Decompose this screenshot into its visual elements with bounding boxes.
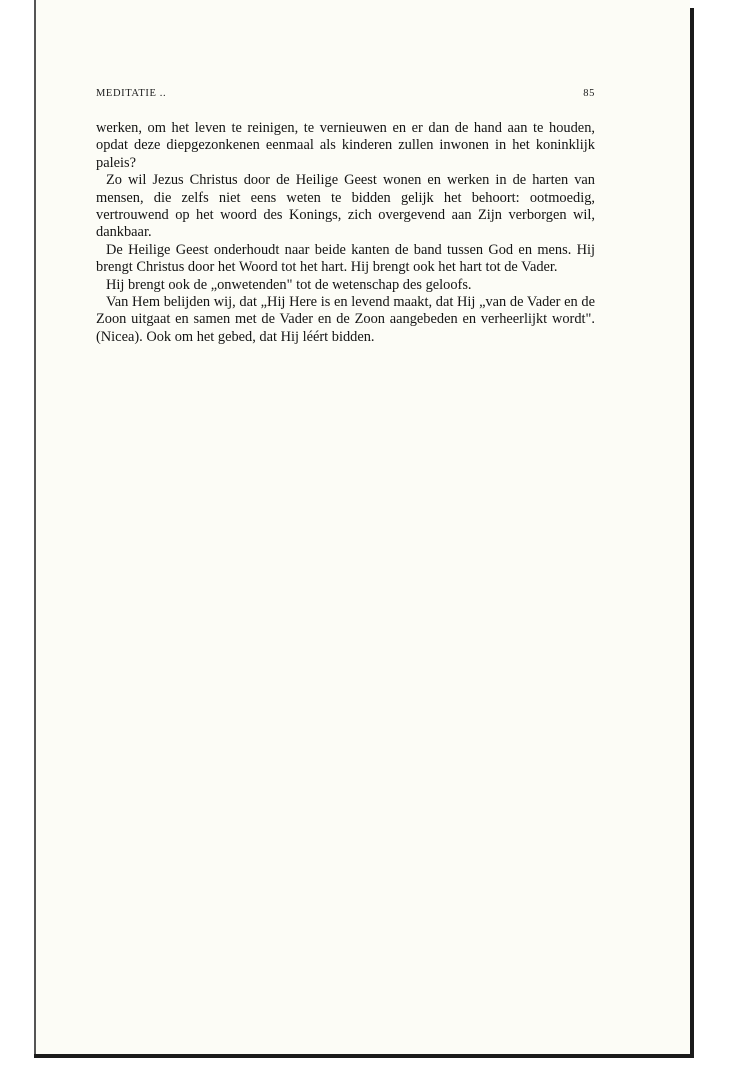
paragraph: Zo wil Jezus Christus door de Heilige Geest wonen en werken in de harten van mensen, die zelfs niet eens weten te bidden gelijk het behoort: ootmoedig, vertrouwend op het woord des Konings, zich overgevend aan Zijn verborgen wil, dankbaar. <box>96 172 595 241</box>
paragraph: Hij brengt ook de „onwetenden" tot de wetenschap des geloofs. <box>106 276 472 293</box>
running-head-title: MEDITATIE .. <box>96 88 167 99</box>
paragraph: Van Hem belijden wij, dat „Hij Here is en levend maakt, dat Hij „van de Vader en de Zoon uitgaat en samen met de Vader en de Zoon aangebeden en verheerlijkt wordt". (Nicea). Ook om het gebed, dat Hij léért bidden. <box>96 294 595 345</box>
running-head <box>96 88 595 104</box>
paragraph: De Heilige Geest onderhoudt naar beide kanten de band tussen God en mens. Hij brengt Christus door het Woord tot het hart. Hij brengt ook het hart tot de Vader. <box>96 241 595 276</box>
page-number: 85 <box>583 88 595 99</box>
page-edge-bottom <box>34 1054 694 1058</box>
body-text <box>96 120 595 346</box>
paragraph: werken, om het leven te reinigen, te vernieuwen en er dan de hand aan te houden, opdat deze diepgezonkenen eenmaal als kinderen zullen inwonen in het koninklijk paleis? <box>96 120 595 171</box>
page-edge-right <box>690 8 694 1058</box>
page-edge-left <box>34 0 36 1058</box>
